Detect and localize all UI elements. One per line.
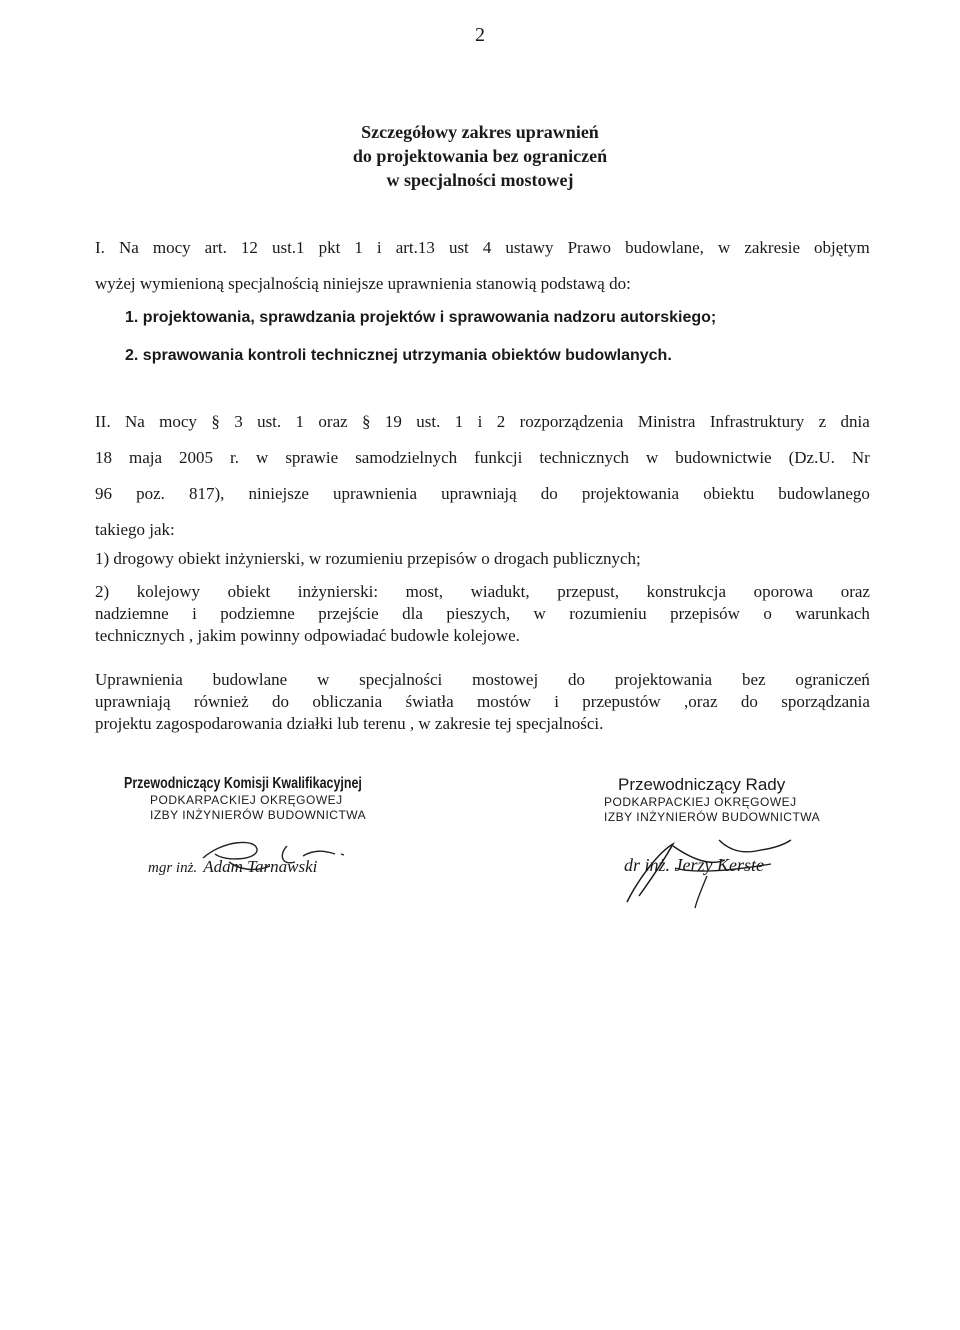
word: 3 (234, 412, 243, 431)
object-type-list (95, 548, 870, 647)
heading-line-2: do projektowania bez ograniczeń (352, 146, 608, 166)
word: specjalności (359, 670, 443, 689)
word: I. (95, 238, 105, 257)
word: r. (230, 448, 240, 467)
word: przepust, (557, 582, 620, 601)
section-1-line-2: wyżej wymienioną specjalnością niniejsze uprawnienia stanowią podstawą do: (95, 274, 631, 293)
word: niniejsze (248, 484, 309, 503)
section-2-line-3 (95, 482, 870, 518)
list-item-2-line-3: technicznych , jakim powinny odpowiadać budowle kolejowe. (95, 626, 520, 645)
signatory-left-title: mgr inż. (148, 860, 198, 876)
word: poz. (136, 484, 165, 503)
word: w (533, 604, 546, 623)
section-2-line-2 (95, 446, 870, 482)
section-1-items (125, 306, 716, 382)
word: 12 (240, 238, 258, 257)
word: do (740, 692, 758, 711)
word: budowlanego (778, 484, 870, 503)
heading-line-1: Szczegółowy zakres uprawnień (361, 122, 599, 142)
word: Na (118, 238, 139, 257)
word: objętym (814, 238, 870, 257)
word: obiektu (703, 484, 755, 503)
section-2-line-1 (95, 410, 870, 446)
word: Na (124, 412, 145, 431)
word: obliczania (312, 692, 383, 711)
word: oraz (318, 412, 348, 431)
signatory-left-name: Adam Tarnawski (203, 857, 318, 876)
signatory-left (148, 857, 317, 877)
word: art. (204, 238, 227, 257)
word: Nr (851, 448, 870, 467)
word: obiekt (227, 582, 271, 601)
word: pieszych, (446, 604, 511, 623)
word: i (554, 692, 559, 711)
word: ograniczeń (795, 670, 870, 689)
word: pkt (318, 238, 341, 257)
word: w (646, 448, 659, 467)
word: i (477, 412, 483, 431)
list-item-2-line-1 (95, 581, 870, 603)
paragraph-3-line-2 (95, 691, 870, 713)
word: ust (448, 238, 469, 257)
stamp-org-line-2-right: IZBY INŻYNIERÓW BUDOWNICTWA (604, 810, 821, 824)
signatory-right-name: dr inż. Jerzy Kerste (624, 855, 764, 875)
word: oraz (840, 582, 870, 601)
word: i (192, 604, 197, 623)
word: budownictwie (675, 448, 772, 467)
word: 1 (354, 238, 363, 257)
stamp-org-line-2-left: IZBY INŻYNIERÓW BUDOWNICTWA (150, 808, 367, 822)
word: 2005 (179, 448, 214, 467)
word: 1 (454, 412, 464, 431)
word: ,oraz (684, 692, 718, 711)
word: inżynierski: (297, 582, 379, 601)
word: zakresie (744, 238, 800, 257)
word: 18 (95, 448, 112, 467)
stamp-org-line-1-right: PODKARPACKIEJ OKRĘGOWEJ (604, 795, 797, 809)
word: ust. (416, 412, 441, 431)
paragraph-3-line-1 (95, 669, 870, 691)
word: sprawie (285, 448, 339, 467)
word: § (211, 412, 220, 431)
word: Uprawnienia (95, 670, 183, 689)
word: przepisów (670, 604, 740, 623)
word: 4 (482, 238, 492, 257)
word: technicznych (539, 448, 629, 467)
word: wiadukt, (470, 582, 530, 601)
word: o (763, 604, 772, 623)
page-number: 2 (475, 24, 485, 46)
word: maja (129, 448, 163, 467)
section-1-item-2: 2. sprawowania kontroli technicznej utrzymania obiektów budowlanych. (125, 347, 672, 364)
word: rozporządzenia (519, 412, 624, 431)
word: budowlane, (625, 238, 704, 257)
word: projektowania (581, 484, 680, 503)
signature-block-right (592, 775, 892, 825)
word: II. (95, 412, 111, 431)
document-heading (0, 120, 960, 192)
section-2 (95, 410, 870, 554)
word: funkcji (474, 448, 523, 467)
word: budowlane (212, 670, 288, 689)
word: nadziemne (95, 604, 169, 623)
word: przepustów (582, 692, 661, 711)
word: w (256, 448, 269, 467)
word: przejście (318, 604, 379, 623)
word: do (271, 692, 289, 711)
word: konstrukcja (646, 582, 726, 601)
word: (Dz.U. (788, 448, 835, 467)
word: 96 (95, 484, 112, 503)
word: z (818, 412, 827, 431)
word: w (317, 670, 330, 689)
paragraph-3 (95, 669, 870, 735)
word: uprawnienia (333, 484, 418, 503)
word: projektowania (614, 670, 713, 689)
paragraph-3-line-3: projektu zagospodarowania działki lub terenu , w zakresie tej specjalności. (95, 714, 604, 733)
signature-block-left (124, 775, 444, 823)
word: art.13 (395, 238, 435, 257)
word: dla (402, 604, 423, 623)
word: samodzielnych (355, 448, 458, 467)
word: oporowa (753, 582, 814, 601)
word: rozumieniu (569, 604, 647, 623)
word: warunkach (795, 604, 870, 623)
heading-line-3: w specjalności mostowej (386, 170, 574, 190)
word: 19 (384, 412, 402, 431)
list-item-1: 1) drogowy obiekt inżynierski, w rozumieniu przepisów o drogach publicznych; (95, 549, 641, 568)
word: mostowej (472, 670, 539, 689)
word: uprawniają (95, 692, 171, 711)
stamp-title-left: Przewodniczący Komisji Kwalifikacyjnej (124, 775, 362, 792)
word: światła (405, 692, 454, 711)
word: 2) (95, 582, 110, 601)
word: kolejowy (136, 582, 201, 601)
word: bez (741, 670, 766, 689)
section-2-line-4: takiego jak: (95, 520, 175, 539)
word: ustawy (505, 238, 554, 257)
word: Prawo (567, 238, 612, 257)
word: mocy (159, 412, 197, 431)
word: do (568, 670, 586, 689)
section-1-line-1 (95, 238, 870, 274)
word: ust. (257, 412, 282, 431)
stamp-org-line-1-left: PODKARPACKIEJ OKRĘGOWEJ (150, 793, 343, 807)
stamp-title-right: Przewodniczący Rady (618, 775, 786, 794)
list-item-2-line-2 (95, 603, 870, 625)
word: Infrastruktury (709, 412, 805, 431)
word: również (193, 692, 249, 711)
word: 1 (295, 412, 305, 431)
word: do (540, 484, 558, 503)
word: Ministra (637, 412, 696, 431)
word: dnia (840, 412, 870, 431)
word: 2 (496, 412, 506, 431)
word: most, (405, 582, 443, 601)
word: w (717, 238, 731, 257)
word: uprawniają (441, 484, 517, 503)
section-1-intro (95, 238, 870, 294)
word: sporządzania (781, 692, 870, 711)
word: ust.1 (271, 238, 305, 257)
word: mocy (152, 238, 191, 257)
word: § (362, 412, 371, 431)
word: 817), (188, 484, 225, 503)
word: i (376, 238, 382, 257)
section-1-item-1: 1. projektowania, sprawdzania projektów i sprawowania nadzoru autorskiego; (125, 309, 717, 326)
word: mostów (477, 692, 531, 711)
word: podziemne (220, 604, 295, 623)
